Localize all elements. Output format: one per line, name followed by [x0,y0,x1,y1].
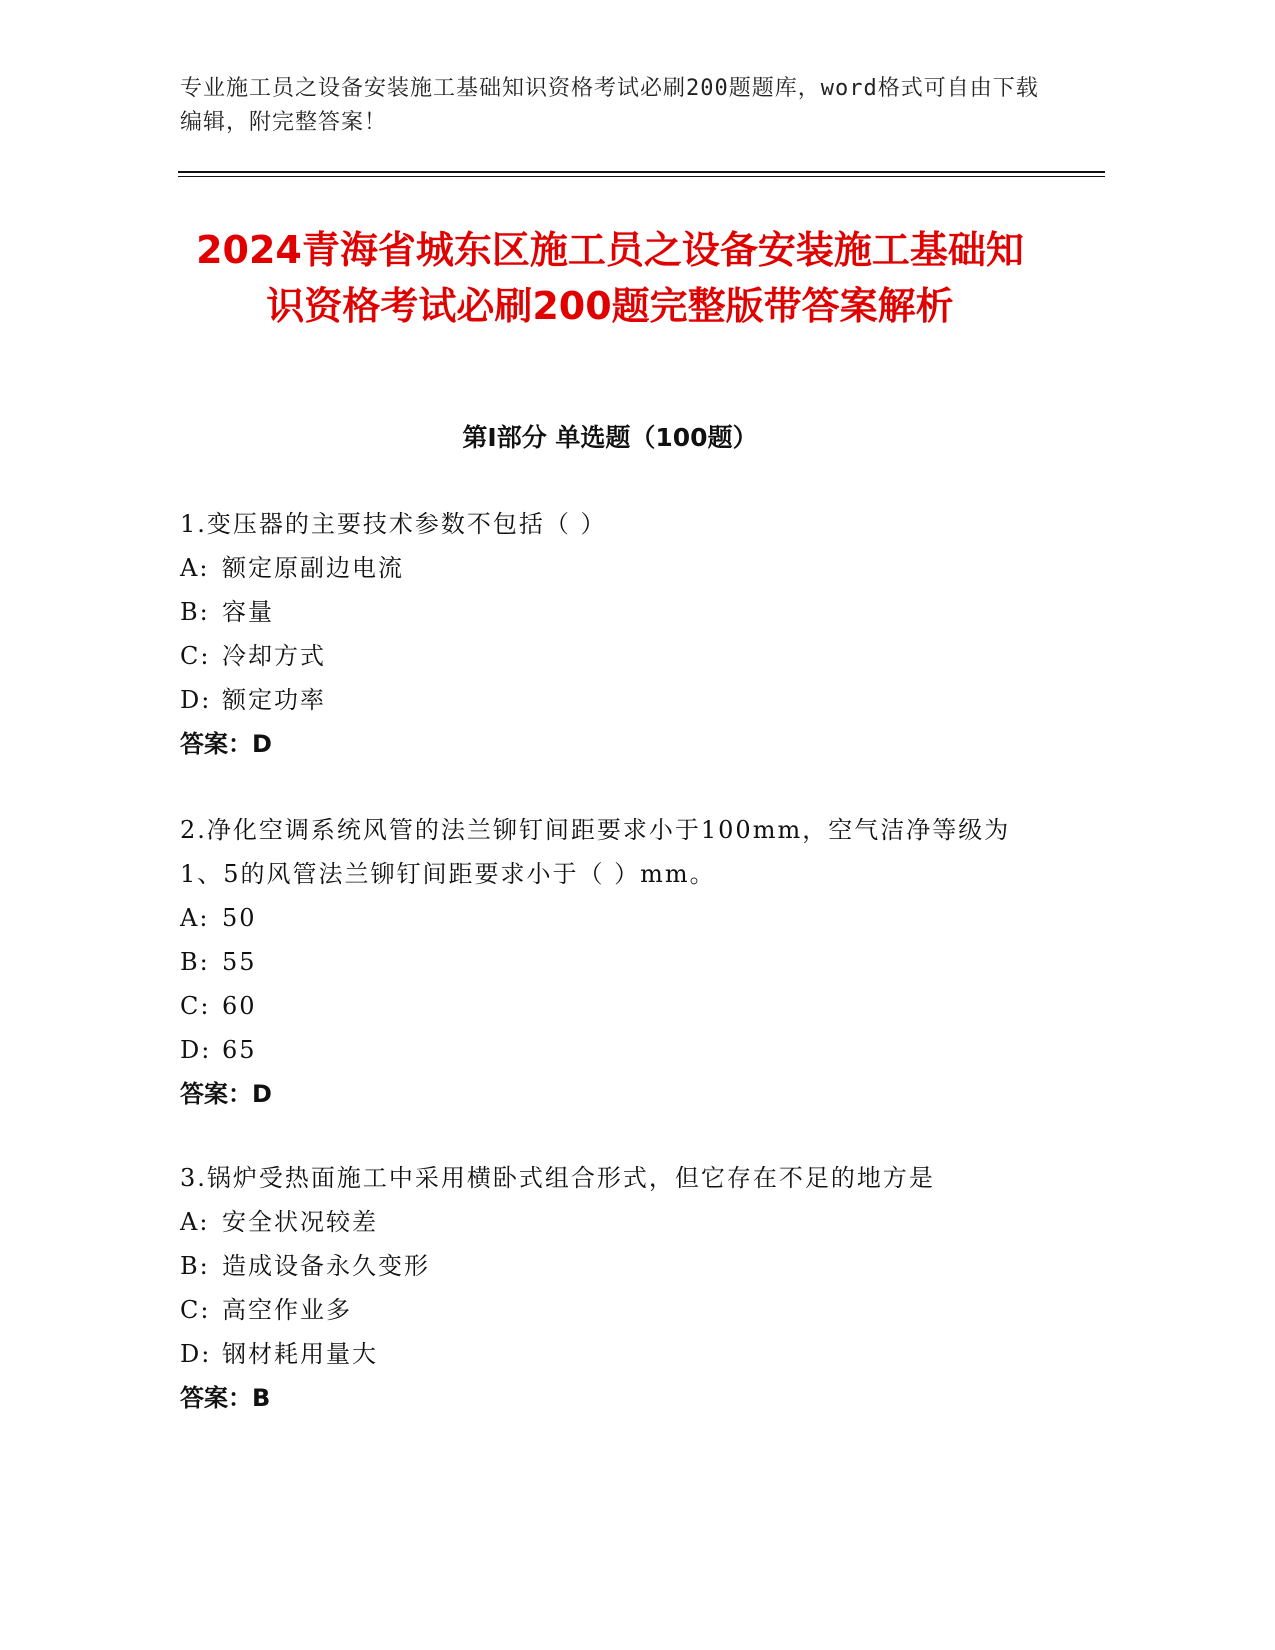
document-title: 2024青海省城东区施工员之设备安装施工基础知识资格考试必刷200题完整版带答案解析 [196,228,1024,328]
option-d [180,1028,1040,1072]
question-block [180,502,1040,766]
header-divider-thick [178,171,1105,173]
option-text: 造成设备永久变形 [222,1252,430,1280]
option-text: 钢材耗用量大 [222,1340,378,1368]
option-b [180,1244,1040,1288]
option-text: 额定功率 [222,686,326,714]
answer-line: 答案：D [180,1080,272,1108]
question-stem: 3.锅炉受热面施工中采用横卧式组合形式，但它存在不足的地方是 [180,1164,935,1192]
option-text: 安全状况较差 [222,1208,378,1236]
option-text: 50 [222,904,257,932]
question-stem: 2.净化空调系统风管的法兰铆钉间距要求小于100mm，空气洁净等级为1、5的风管法兰铆钉间距要求小于（ ）mm。 [180,816,1011,888]
option-text: 容量 [222,598,274,626]
option-c [180,634,1040,678]
option-text: 额定原副边电流 [222,554,404,582]
option-text: 高空作业多 [222,1296,352,1324]
header-note: 专业施工员之设备安装施工基础知识资格考试必刷200题题库，word格式可自由下载编辑，附完整答案！ [180,76,1039,135]
option-text: 60 [222,992,257,1020]
option-letter: B: [180,598,210,626]
option-c [180,984,1040,1028]
option-d [180,1332,1040,1376]
option-a [180,546,1040,590]
answer-line: 答案：D [180,730,272,758]
option-a [180,896,1040,940]
option-letter: D: [180,686,212,714]
question-block [180,808,1040,1116]
option-letter: A: [180,904,210,932]
option-a [180,1200,1040,1244]
question-block [180,1156,1040,1420]
option-letter: D: [180,1036,212,1064]
option-text: 55 [222,948,257,976]
section-title: 第I部分 单选题（100题） [462,423,758,452]
option-letter: B: [180,1252,210,1280]
option-letter: A: [180,554,210,582]
option-text: 冷却方式 [222,642,326,670]
option-letter: C: [180,1296,211,1324]
header-divider-thin [178,176,1105,177]
question-stem: 1.变压器的主要技术参数不包括（ ） [180,510,607,538]
option-c [180,1288,1040,1332]
option-letter: C: [180,642,211,670]
option-letter: C: [180,992,211,1020]
option-b [180,590,1040,634]
option-letter: D: [180,1340,212,1368]
option-text: 65 [222,1036,257,1064]
answer-line: 答案：B [180,1384,271,1412]
option-letter: A: [180,1208,210,1236]
option-letter: B: [180,948,210,976]
option-d [180,678,1040,722]
option-b [180,940,1040,984]
